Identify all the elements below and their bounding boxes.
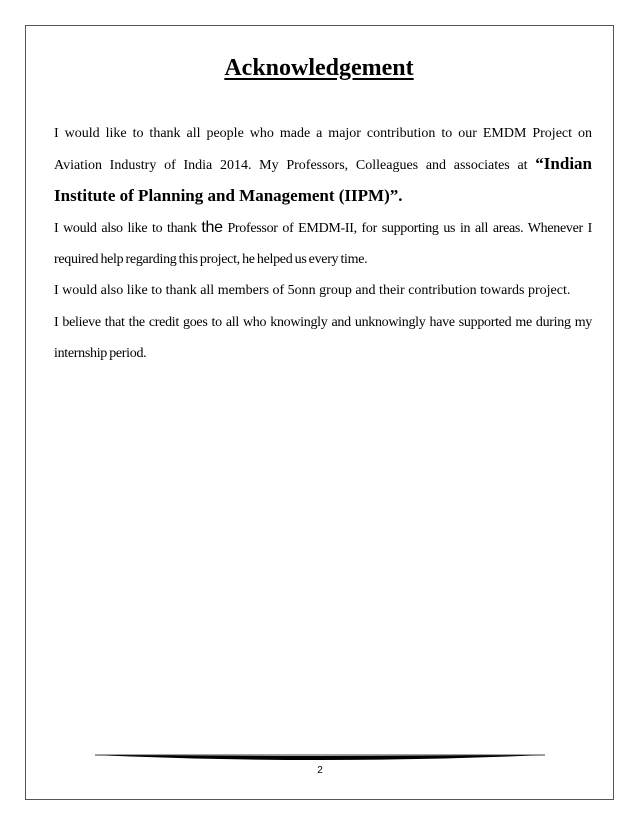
institute-name: “Indian Institute of Planning and Management (IIPM)”. <box>54 154 592 205</box>
paragraph-thanks-text: I would like to thank all people who made a major contribution to our EMDM Project on Aviation Industry of India 2014. My Professors, Colleagues and associates at <box>54 126 592 173</box>
paragraph-professor <box>54 212 592 275</box>
page-number: 2 <box>317 765 323 776</box>
page-title: Acknowledgement <box>224 55 414 81</box>
paragraph-group: I would also like to thank all members of 5onn group and their contribution towards project. <box>54 283 571 298</box>
paragraph-thanks <box>54 119 592 213</box>
paragraph-credit: I believe that the credit goes to all who knowingly and unknowingly have supported me during my internship period. <box>54 315 592 361</box>
paragraph-professor-the: the <box>201 219 223 236</box>
paragraph-professor-before: I would also like to thank <box>54 221 202 236</box>
paragraph-professor-after: Professor of EMDM-II, for supporting us in all areas. Whenever I required help regarding this project, he helped us every time. <box>54 221 592 267</box>
